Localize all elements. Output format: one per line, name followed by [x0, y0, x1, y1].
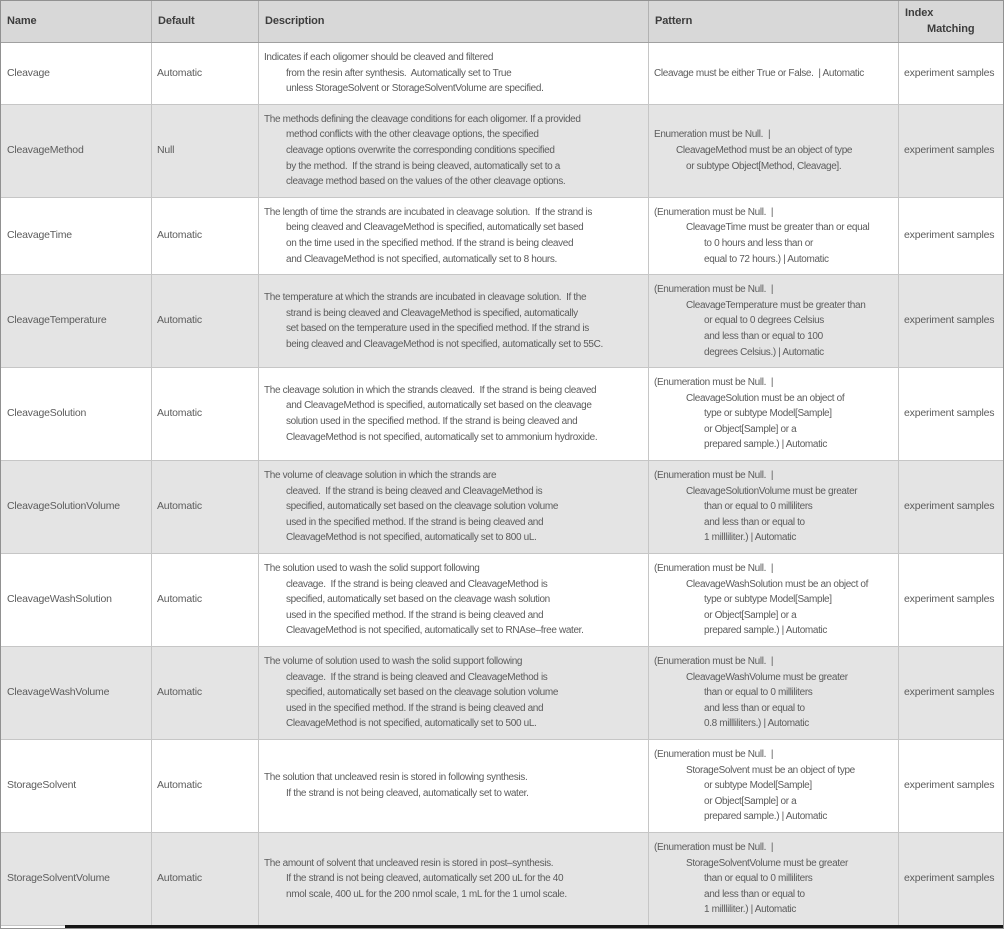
default-value: Automatic	[157, 872, 202, 885]
text-line: prepared sample.) | Automatic	[704, 439, 828, 451]
default-cell	[152, 554, 259, 646]
table-row	[1, 368, 1003, 461]
column-header-default	[152, 1, 259, 42]
text-line: unless StorageSolvent or StorageSolventVolume are specified.	[286, 83, 544, 95]
text-line: CleavageSolutionVolume must be greater	[686, 485, 858, 497]
index-matching-cell	[899, 740, 1003, 832]
text-line: CleavageMethod must be an object of type	[676, 144, 853, 156]
name-cell	[1, 368, 152, 460]
index-matching-value: experiment samples	[904, 229, 995, 242]
column-header-label: Description	[265, 14, 325, 27]
pattern-cell	[649, 647, 899, 739]
index-matching-cell	[899, 554, 1003, 646]
text-line: (Enumeration must be Null. |	[654, 656, 774, 667]
table-row	[1, 43, 1003, 105]
text-line: The methods defining the cleavage conditions for each oligomer. If a provided	[264, 113, 581, 125]
table-row	[1, 740, 1003, 833]
description-cell	[259, 647, 649, 739]
column-header-label: Default	[158, 14, 195, 27]
default-value: Automatic	[157, 314, 202, 327]
parameter-name: StorageSolvent	[7, 779, 76, 792]
pattern-cell	[649, 368, 899, 460]
text-line: than or equal to 0 milliliters	[704, 501, 813, 513]
text-line: than or equal to 0 milliliters	[704, 687, 813, 699]
index-matching-value: experiment samples	[904, 779, 995, 792]
text-line: or Object[Sample] or a	[704, 609, 797, 621]
default-cell	[152, 647, 259, 739]
text-line: specified, automatically set based on the cleavage wash solution	[286, 594, 550, 606]
text-line: than or equal to 0 milliliters	[704, 873, 813, 885]
default-cell	[152, 368, 259, 460]
default-cell	[152, 461, 259, 553]
table-row	[1, 275, 1003, 368]
text-line: specified, automatically set based on the cleavage solution volume	[286, 501, 559, 513]
text-line: used in the specified method. If the strand is being cleaved and	[286, 516, 544, 528]
text-line: CleavageTemperature must be greater than	[686, 299, 866, 311]
text-line: on the time used in the specified method. If the strand is being cleaved	[286, 237, 574, 249]
name-cell	[1, 740, 152, 832]
pattern-cell	[649, 740, 899, 832]
table-row	[1, 647, 1003, 740]
text-line: nmol scale, 400 uL for the 200 nmol scale, 1 mL for the 1 umol scale.	[286, 888, 567, 900]
index-matching-cell	[899, 368, 1003, 460]
text-line: The amount of solvent that uncleaved resin is stored in post–synthesis.	[264, 857, 554, 869]
text-line: or subtype Model[Sample]	[704, 780, 812, 792]
text-line: Indicates if each oligomer should be cleaved and filtered	[264, 52, 494, 63]
parameter-name: CleavageWashVolume	[7, 686, 110, 699]
text-line: or equal to 0 degrees Celsius	[704, 315, 824, 327]
name-cell	[1, 461, 152, 553]
text-line: The solution used to wash the solid support following	[264, 563, 480, 575]
text-line: prepared sample.) | Automatic	[704, 625, 828, 637]
name-cell	[1, 554, 152, 646]
text-line: If the strand is not being cleaved, automatically set 200 uL for the 40	[286, 873, 564, 885]
description-cell	[259, 105, 649, 197]
parameter-name: CleavageSolutionVolume	[7, 500, 120, 513]
text-line: solution used in the specified method. If the strand is being cleaved and	[286, 416, 578, 428]
pattern-cell	[649, 833, 899, 925]
default-cell	[152, 43, 259, 104]
table-header-row	[1, 1, 1003, 43]
table-row	[1, 198, 1003, 275]
table-row	[1, 833, 1003, 926]
description-cell	[259, 740, 649, 832]
index-matching-value: experiment samples	[904, 593, 995, 606]
text-line: being cleaved and CleavageMethod is not specified, automatically set to 55C.	[286, 338, 603, 350]
text-line: cleaved. If the strand is being cleaved and CleavageMethod is	[286, 485, 543, 497]
index-matching-cell	[899, 105, 1003, 197]
horizontal-scrollbar[interactable]	[65, 925, 1003, 928]
text-line: degrees Celsius.) | Automatic	[704, 346, 824, 358]
index-matching-value: experiment samples	[904, 686, 995, 699]
name-cell	[1, 43, 152, 104]
text-line: used in the specified method. If the strand is being cleaved and	[286, 609, 544, 621]
text-line: The volume of solution used to wash the solid support following	[264, 656, 523, 667]
text-line: Cleavage must be either True or False. | Automatic	[654, 67, 864, 79]
default-cell	[152, 105, 259, 197]
text-line: Enumeration must be Null. |	[654, 129, 771, 141]
parameter-name: CleavageSolution	[7, 407, 87, 420]
text-line: from the resin after synthesis. Automatically set to True	[286, 67, 512, 79]
text-line: 0.8 millliliters.) | Automatic	[704, 718, 809, 730]
text-line: by the method. If the strand is being cleaved, automatically set to a	[286, 160, 561, 172]
text-line: If the strand is not being cleaved, automatically set to water.	[286, 787, 529, 799]
text-line: cleavage method based on the values of the other cleavage options.	[286, 176, 566, 188]
pattern-cell	[649, 554, 899, 646]
name-cell	[1, 198, 152, 274]
text-line: and CleavageMethod is not specified, automatically set to 8 hours.	[286, 253, 557, 265]
text-line: and less than or equal to	[704, 888, 805, 900]
index-matching-cell	[899, 198, 1003, 274]
text-line: used in the specified method. If the strand is being cleaved and	[286, 702, 544, 714]
description-cell	[259, 275, 649, 367]
column-header-index-matching	[899, 1, 1003, 42]
column-header-description	[259, 1, 649, 42]
text-line: CleavageWashSolution must be an object of	[686, 578, 869, 590]
index-matching-value: experiment samples	[904, 500, 995, 513]
text-line: StorageSolvent must be an object of type	[686, 764, 855, 776]
text-line: type or subtype Model[Sample]	[704, 594, 832, 606]
table-row	[1, 461, 1003, 554]
default-value: Automatic	[157, 66, 202, 79]
text-line: or Object[Sample] or a	[704, 795, 797, 807]
default-value: Automatic	[157, 779, 202, 792]
text-line: (Enumeration must be Null. |	[654, 284, 774, 296]
text-line: CleavageTime must be greater than or equal	[686, 222, 870, 234]
text-line: equal to 72 hours.) | Automatic	[704, 253, 829, 265]
index-matching-cell	[899, 647, 1003, 739]
text-line: (Enumeration must be Null. |	[654, 841, 774, 853]
text-line: CleavageMethod is not specified, automatically set to ammonium hydroxide.	[286, 431, 598, 443]
pattern-cell	[649, 43, 899, 104]
default-cell	[152, 740, 259, 832]
name-cell	[1, 647, 152, 739]
description-cell	[259, 198, 649, 274]
text-line: CleavageMethod is not specified, automatically set to RNAse–free water.	[286, 625, 584, 637]
text-line: (Enumeration must be Null. |	[654, 206, 774, 218]
column-header-pattern	[649, 1, 899, 42]
default-value: Automatic	[157, 593, 202, 606]
pattern-cell	[649, 275, 899, 367]
text-line: and less than or equal to 100	[704, 330, 823, 342]
text-line: cleavage options overwrite the corresponding conditions specified	[286, 144, 555, 156]
pattern-cell	[649, 198, 899, 274]
default-cell	[152, 198, 259, 274]
text-line: CleavageWashVolume must be greater	[686, 671, 848, 683]
text-line: CleavageMethod is not specified, automatically set to 500 uL.	[286, 718, 537, 730]
pattern-cell	[649, 105, 899, 197]
index-matching-cell	[899, 275, 1003, 367]
column-header-name	[1, 1, 152, 42]
text-line: 1 millliliter.) | Automatic	[704, 904, 797, 916]
text-line: or subtype Object[Method, Cleavage].	[686, 160, 842, 172]
text-line: method conflicts with the other cleavage options, the specified	[286, 129, 539, 141]
index-matching-value: experiment samples	[904, 407, 995, 420]
text-line: cleavage. If the strand is being cleaved and CleavageMethod is	[286, 578, 548, 590]
index-matching-value: experiment samples	[904, 143, 995, 156]
text-line: and CleavageMethod is specified, automatically set based on the cleavage	[286, 400, 592, 412]
text-line: CleavageMethod is not specified, automatically set to 800 uL.	[286, 532, 537, 544]
parameter-name: CleavageTemperature	[7, 314, 107, 327]
description-cell	[259, 43, 649, 104]
text-line: The solution that uncleaved resin is stored in following synthesis.	[264, 772, 528, 784]
text-line: specified, automatically set based on the cleavage solution volume	[286, 687, 559, 699]
text-line: The cleavage solution in which the strands cleaved. If the strand is being cleaved	[264, 384, 597, 396]
text-line: prepared sample.) | Automatic	[704, 811, 828, 823]
default-value: Null	[157, 143, 175, 156]
table-body	[1, 43, 1003, 926]
description-cell	[259, 833, 649, 925]
text-line: strand is being cleaved and CleavageMethod is specified, automatically	[286, 307, 578, 319]
text-line: The length of time the strands are incubated in cleavage solution. If the strand is	[264, 206, 593, 218]
parameter-name: CleavageWashSolution	[7, 593, 112, 606]
text-line: StorageSolventVolume must be greater	[686, 857, 848, 869]
parameter-name: StorageSolventVolume	[7, 872, 110, 885]
description-cell	[259, 554, 649, 646]
parameter-name: CleavageTime	[7, 229, 72, 242]
column-header-label: Matching	[927, 22, 975, 35]
text-line: CleavageSolution must be an object of	[686, 392, 845, 404]
column-header-label: Name	[7, 14, 37, 27]
text-line: (Enumeration must be Null. |	[654, 470, 774, 482]
name-cell	[1, 833, 152, 925]
text-line: and less than or equal to	[704, 516, 805, 528]
name-cell	[1, 105, 152, 197]
description-cell	[259, 461, 649, 553]
text-line: The temperature at which the strands are incubated in cleavage solution. If the	[264, 291, 587, 303]
pattern-cell	[649, 461, 899, 553]
text-line: to 0 hours and less than or	[704, 237, 813, 249]
parameter-name: Cleavage	[7, 66, 50, 79]
column-header-label: Pattern	[655, 14, 693, 27]
parameter-name: CleavageMethod	[7, 143, 84, 156]
index-matching-value: experiment samples	[904, 314, 995, 327]
text-line: or Object[Sample] or a	[704, 423, 797, 435]
name-cell	[1, 275, 152, 367]
default-value: Automatic	[157, 229, 202, 242]
default-value: Automatic	[157, 500, 202, 513]
index-matching-value: experiment samples	[904, 872, 995, 885]
table-row	[1, 105, 1003, 198]
text-line: The volume of cleavage solution in which the strands are	[264, 470, 497, 482]
default-value: Automatic	[157, 686, 202, 699]
text-line: 1 millliliter.) | Automatic	[704, 532, 797, 544]
default-cell	[152, 833, 259, 925]
text-line: set based on the temperature used in the specified method. If the strand is	[286, 323, 589, 335]
index-matching-cell	[899, 833, 1003, 925]
text-line: (Enumeration must be Null. |	[654, 748, 774, 760]
index-matching-cell	[899, 43, 1003, 104]
text-line: (Enumeration must be Null. |	[654, 377, 774, 389]
text-line: being cleaved and CleavageMethod is specified, automatically set based	[286, 222, 584, 234]
text-line: cleavage. If the strand is being cleaved and CleavageMethod is	[286, 671, 548, 683]
column-header-label: Index	[905, 6, 934, 19]
default-value: Automatic	[157, 407, 202, 420]
text-line: type or subtype Model[Sample]	[704, 408, 832, 420]
index-matching-value: experiment samples	[904, 66, 995, 79]
index-matching-cell	[899, 461, 1003, 553]
table-row	[1, 554, 1003, 647]
description-cell	[259, 368, 649, 460]
text-line: and less than or equal to	[704, 702, 805, 714]
default-cell	[152, 275, 259, 367]
text-line: (Enumeration must be Null. |	[654, 563, 774, 575]
